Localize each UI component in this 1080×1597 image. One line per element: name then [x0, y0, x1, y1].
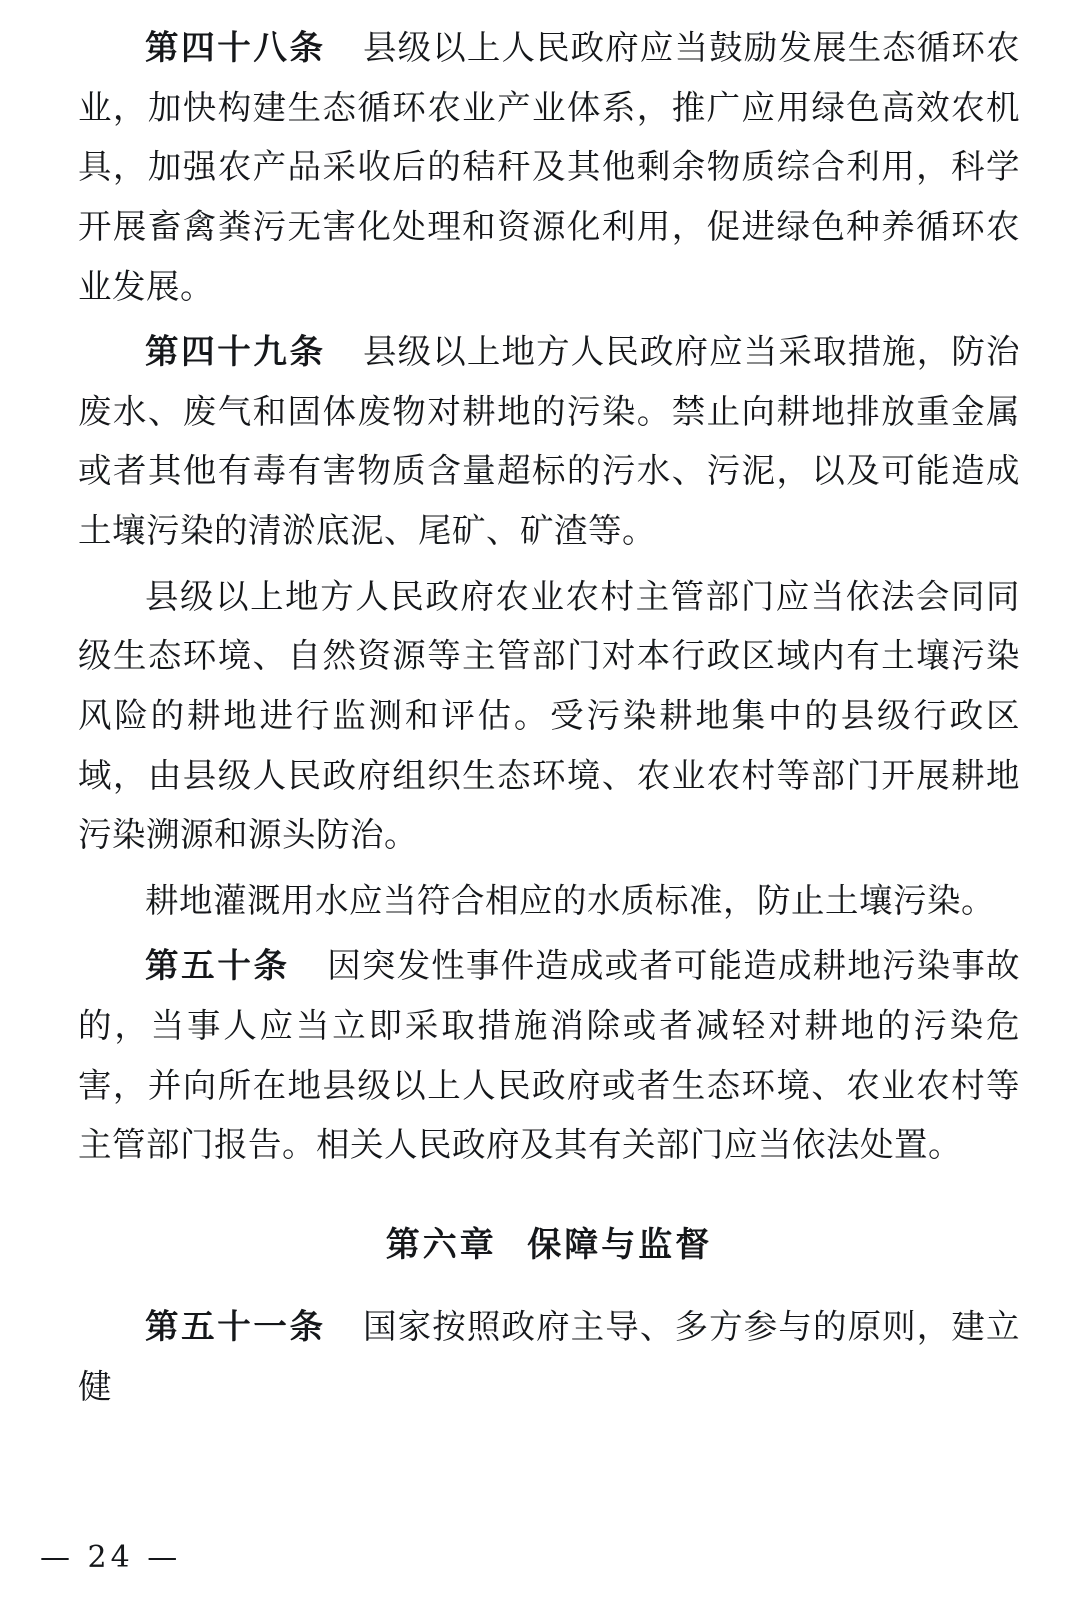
- paragraph-article-51: [78, 1297, 1020, 1416]
- paragraph-article-50: [78, 936, 1020, 1175]
- article-text: 县级以上地方人民政府应当采取措施，防治废水、废气和固体废物对耕地的污染。禁止向耕地排放重金属或者其他有毒有害物质含量超标的污水、污泥，以及可能造成土壤污染的清淤底泥、尾矿、矿渣等。: [78, 332, 1021, 550]
- chapter-title: 保障与监督: [527, 1224, 713, 1265]
- chapter-number: 第六章: [385, 1224, 497, 1265]
- page-number: — 24 —: [40, 1540, 182, 1575]
- article-label: 第五十一条: [145, 1307, 326, 1347]
- article-text: 县级以上人民政府应当鼓励发展生态循环农业，加快构建生态循环农业产业体系，推广应用绿色高效农机具，加强农产品采收后的秸秆及其他剩余物质综合利用，科学开展畜禽粪污无害化处理和资源化利用，促进绿色种养循环农业发展。: [78, 28, 1021, 306]
- article-text: 因突发性事件造成或者可能造成耕地污染事故的，当事人应当立即采取措施消除或者减轻对耕地的污染危害，并向所在地县级以上人民政府或者生态环境、农业农村等主管部门报告。相关人民政府及其有关部门应当依法处置。: [78, 946, 1021, 1165]
- paragraph-article-49: [78, 322, 1020, 561]
- article-text: 耕地灌溉用水应当符合相应的水质标准，防止土壤污染。: [145, 880, 995, 920]
- article-label: 第四十八条: [145, 28, 326, 67]
- paragraph-article-49-2: [78, 567, 1020, 865]
- article-label: 第五十条: [145, 946, 290, 986]
- page-body: [78, 18, 1020, 1417]
- article-text: 县级以上地方人民政府农业农村主管部门应当依法会同同级生态环境、自然资源等主管部门对本行政区域内有土壤污染风险的耕地进行监测和评估。受污染耕地集中的县级行政区域，由县级人民政府组织生态环境、农业农村等部门开展耕地污染溯源和源头防治。: [78, 576, 1020, 855]
- article-label: 第四十九条: [145, 332, 326, 372]
- chapter-heading: [78, 1215, 1020, 1276]
- paragraph-article-48: [78, 18, 1020, 316]
- article-text: 国家按照政府主导、多方参与的原则，建立健: [78, 1307, 1021, 1407]
- paragraph-article-49-3: [78, 871, 1020, 931]
